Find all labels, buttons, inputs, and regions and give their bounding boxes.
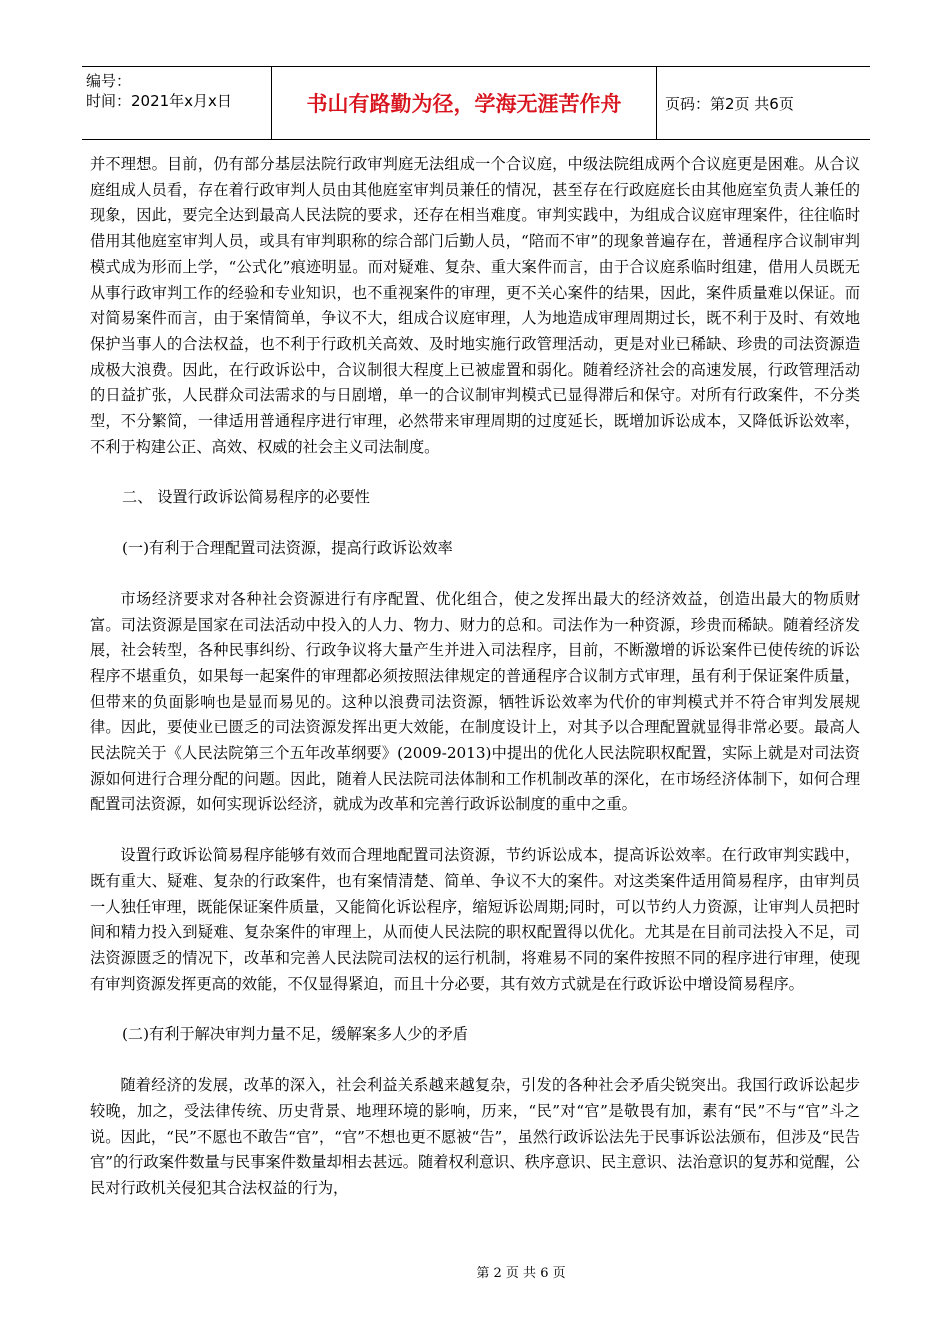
paragraph-3: 设置行政诉讼简易程序能够有效而合理地配置司法资源，节约诉讼成本，提高诉讼效率。在行政审判实践中，既有重大、疑难、复杂的行政案件，也有案情清楚、简单、争议不大的案件。对这类案件适用简易程序，由审判员一人独任审理，既能保证案件质量，又能简化诉讼程序，缩短诉讼周期;同时，可以节约人力资源，让审判人员把时间和精力投入到疑难、复杂案件的审理上，从而使人民法院的职权配置得以优化。尤其是在目前司法投入不足，司法资源匮乏的情况下，改革和完善人民法院司法权的运行机制，将难易不同的案件按照不同的程序进行审理，使现有审判资源发挥更高的效能，不仅显得紧迫，而且十分必要，其有效方式就是在行政诉讼中增设简易程序。 (90, 846, 860, 993)
paragraph-1: 并不理想。目前，仍有部分基层法院行政审判庭无法组成一个合议庭，中级法院组成两个合议庭更是困难。从合议庭组成人员看，存在着行政审判人员由其他庭室审判员兼任的情况，甚至存在行政庭庭长由其他庭室负责人兼任的现象，因此，要完全达到最高人民法院的要求，还存在相当难度。审判实践中，为组成合议庭审理案件，往往临时借用其他庭室审判人员，或具有审判职称的综合部门后勤人员，“陪而不审”的现象普遍存在，普通程序合议制审判模式成为形而上学，“公式化”痕迹明显。而对疑难、复杂、重大案件而言，由于合议庭系临时组建，借用人员既无从事行政审判工作的经验和专业知识，也不重视案件的审理，更不关心案件的结果，因此，案件质量难以保证。而对简易案件而言，由于案情简单，争议不大，组成合议庭审理，人为地造成审理周期过长，既不利于及时、有效地保护当事人的合法权益，也不利于行政机关高效、及时地实施行政管理活动，更是对业已稀缺、珍贵的司法资源造成极大浪费。因此，在行政诉讼中，合议制很大程度上已被虚置和弱化。随着经济社会的高速发展，行政管理活动的日益扩张，人民群众司法需求的与日剧增，单一的合议制审判模式已显得滞后和保守。对所有行政案件，不分类型，不分繁简，一律适用普通程序进行审理，必然带来审理周期的过度延长，既增加诉讼成本，又降低诉讼效率，不利于构建公正、高效、权威的社会主义司法制度。 (90, 155, 860, 456)
page-header (82, 66, 870, 140)
number-label: 编号： (86, 72, 132, 90)
header-motto: 书山有路勤为径，学海无涯苦作舟 (272, 67, 657, 139)
header-page-info: 页码：第2页 共6页 (665, 94, 794, 113)
time-label: 时间：2021年x月x日 (86, 92, 232, 110)
subsection-heading-2: (二)有利于解决审判力量不足，缓解案多人少的矛盾 (122, 1025, 468, 1044)
header-meta (82, 67, 272, 139)
page-footer (0, 1262, 950, 1281)
paragraph-4: 随着经济的发展，改革的深入，社会利益关系越来越复杂，引发的各种社会矛盾尖锐突出。我国行政诉讼起步较晚，加之，受法律传统、历史背景、地理环境的影响，历来，“民”对“官”是敬畏有加，素有“民”不与“官”斗之说。因此，“民”不愿也不敢告“官”，“官”不想也更不愿被“告”，虽然行政诉讼法先于民事诉讼法颁布，但涉及“民告官”的行政案件数量与民事案件数量却相去甚远。随着权利意识、秩序意识、民主意识、法治意识的复苏和觉醒，公民对行政机关侵犯其合法权益的行为， (90, 1076, 860, 1197)
paragraph-2: 市场经济要求对各种社会资源进行有序配置、优化组合，使之发挥出最大的经济效益，创造出最大的物质财富。司法资源是国家在司法活动中投入的人力、物力、财力的总和。司法作为一种资源，珍贵而稀缺。随着经济发展，社会转型，各种民事纠纷、行政争议将大量产生并进入司法程序，目前，不断激增的诉讼案件已使传统的诉讼程序不堪重负，如果每一起案件的审理都必须按照法律规定的普通程序合议制方式审理，虽有利于保证案件质量，但带来的负面影响也是显而易见的。这种以浪费司法资源，牺牲诉讼效率为代价的审判模式并不符合审判发展规律。因此，要使业已匮乏的司法资源发挥出更大效能，在制度设计上，对其予以合理配置就显得非常必要。最高人民法院关于《人民法院第三个五年改革纲要》(2009-2013)中提出的优化人民法院职权配置，实际上就是对司法资源如何进行合理分配的问题。因此，随着人民法院司法体制和工作机制改革的深化，在市场经济体制下，如何合理配置司法资源，如何实现诉讼经济，就成为改革和完善行政诉讼制度的重中之重。 (90, 589, 860, 814)
subsection-heading-1: (一)有利于合理配置司法资源，提高行政诉讼效率 (122, 539, 453, 558)
document-body (90, 152, 860, 1202)
section-heading-2: 二、 设置行政诉讼简易程序的必要性 (122, 488, 370, 507)
footer-page-number: 第 2 页 共 6 页 (476, 1266, 566, 1281)
